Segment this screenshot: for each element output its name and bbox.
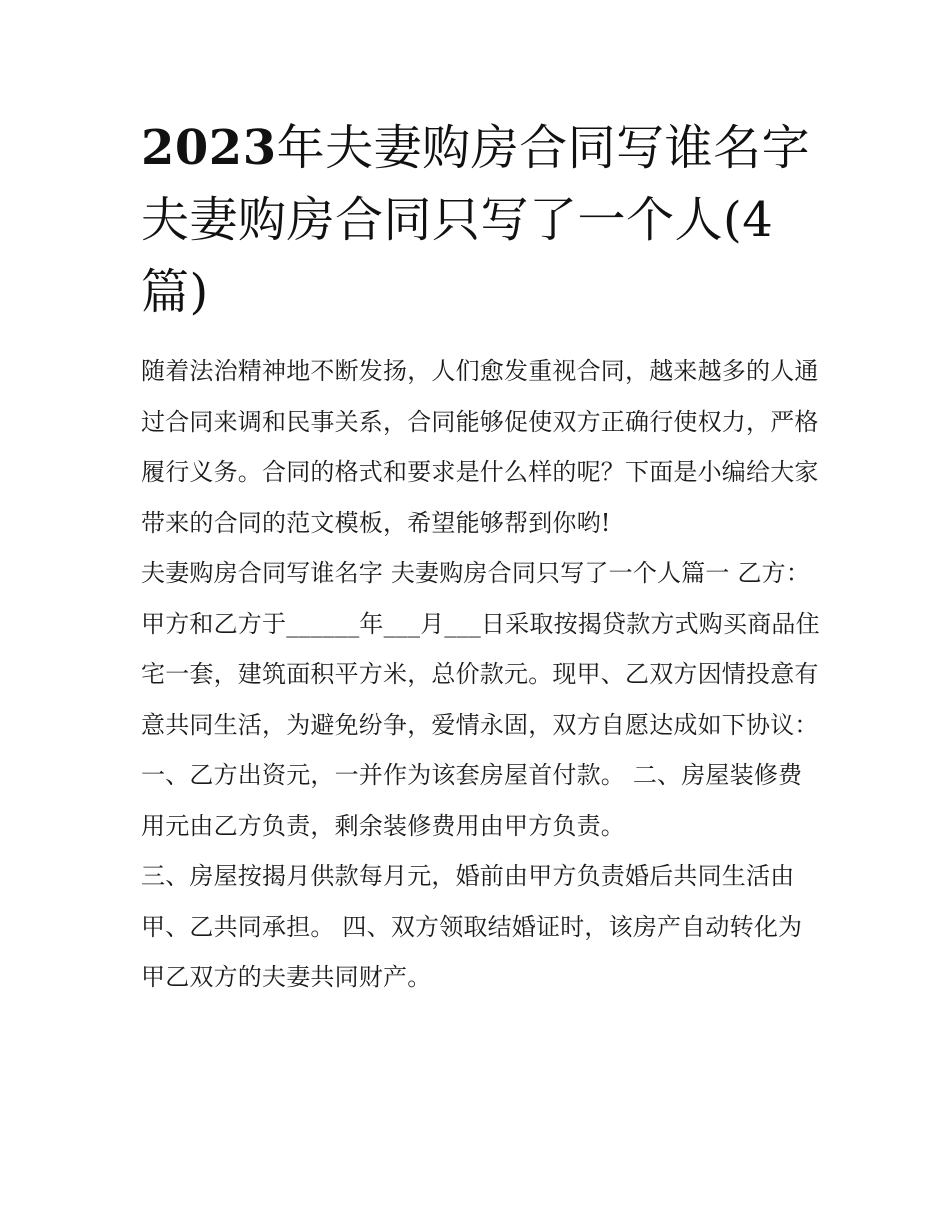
intro-paragraph: 随着法治精神地不断发扬，人们愈发重视合同，越来越多的人通过合同来调和民事关系，合同能够促使双方正确行使权力，严格履行义务。合同的格式和要求是什么样的呢？下面是小编给大家带来的合同的范文模板，希望能够帮到你哟! (141, 357, 819, 537)
section-heading-paragraph: 夫妻购房合同写谁名字 夫妻购房合同只写了一个人篇一 乙方： (141, 559, 811, 587)
clause-1-2-paragraph: 一、乙方出资元，一并作为该套房屋首付款。 二、房屋装修费用元由乙方负责，剩余装修费用由甲方负责。 (141, 761, 803, 840)
clause-3-4-paragraph: 三、房屋按揭月供款每月元，婚前由甲方负责婚后共同生活由甲、乙共同承担。 四、双方领取结婚证时，该房产自动转化为甲乙双方的夫妻共同财产。 (141, 862, 803, 991)
purchase-paragraph: 甲方和乙方于______年___月___日采取按揭贷款方式购买商品住宅一套，建筑面积平方米，总价款元。现甲、乙双方因情投意有意共同生活，为避免纷争，爱情永固，双方自愿达成如下协议： (141, 609, 820, 739)
title-text: 年夫妻购房合同写谁名字夫妻购房合同只写了一个人(4篇) (141, 120, 811, 320)
document-page (141, 112, 821, 1003)
document-body (141, 346, 821, 1003)
title-year: 2023 (141, 120, 277, 176)
document-title (141, 112, 821, 328)
